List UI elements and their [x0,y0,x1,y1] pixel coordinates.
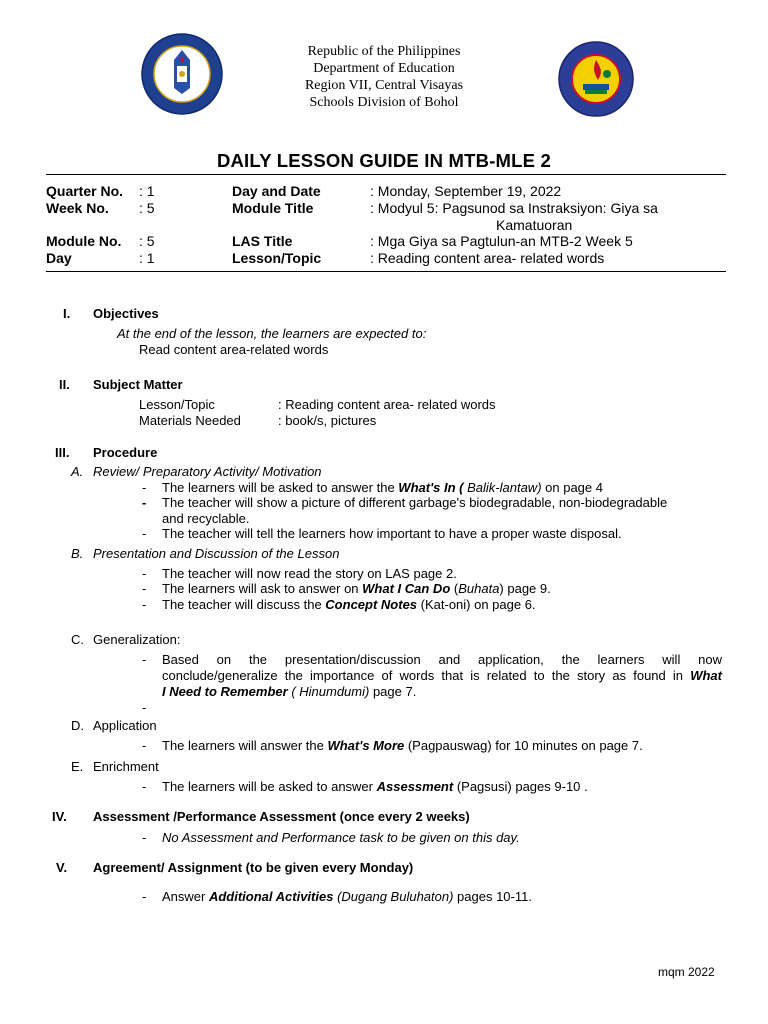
subject-topic-value: : Reading content area- related words [278,397,496,412]
section-4-title: Assessment /Performance Assessment (once every 2 weeks) [93,809,470,824]
bullet-dash: - [142,830,147,845]
objectives-intro: At the end of the lesson, the learners are expected to: [117,326,427,341]
header-line-4: Schools Division of Bohol [309,95,459,110]
objectives-item: Read content area-related words [139,342,329,357]
procedure-b-item-2: The learners will ask to answer on What I Can Do (Buhata) page 9. [162,581,551,596]
procedure-d-title: Application [93,718,157,733]
bullet-dash: - [142,566,147,581]
generalization-line-1: Based on the presentation/discussion and application, the learners will now [162,652,722,667]
assignment-item: Answer Additional Activities (Dugang Buluhaton) pages 10-11. [162,889,532,904]
procedure-a-item-1: The learners will be asked to answer the What's In ( Balik-lantaw) on page 4 [162,480,603,495]
bullet-dash: - [142,700,147,715]
generalization-line-3: I Need to Remember ( Hinumdumi) page 7. [162,684,417,699]
bullet-dash: - [142,738,147,753]
day-label: Day [46,250,72,266]
procedure-a-item-2-cont: and recyclable. [162,511,250,526]
procedure-b-item-1: The teacher will now read the story on LAS page 2. [162,566,457,581]
footer-mark: mqm 2022 [658,965,715,979]
section-1-title: Objectives [93,306,159,321]
bullet-dash: - [142,495,147,510]
module-title-value-cont: Kamatuoran [496,217,573,233]
meta-rule [46,271,726,272]
procedure-e-item-1: The learners will be asked to answer Assessment (Pagsusi) pages 9-10 . [162,779,588,794]
assessment-item: No Assessment and Performance task to be given on this day. [162,830,520,845]
bullet-dash: - [142,526,147,541]
procedure-b-letter: B. [71,546,84,561]
procedure-a-title: Review/ Preparatory Activity/ Motivation [93,464,322,479]
week-label: Week No. [46,200,109,216]
subject-materials-label: Materials Needed [139,413,241,428]
procedure-a-item-3: The teacher will tell the learners how important to have a proper waste disposal. [162,526,622,541]
bullet-dash: - [142,480,147,495]
quarter-label: Quarter No. [46,183,124,199]
bullet-dash: - [142,652,147,667]
document-title: DAILY LESSON GUIDE IN MTB-MLE 2 [216,150,552,171]
bullet-dash: - [142,779,147,794]
section-4-number: IV. [52,809,67,824]
section-1-number: I. [63,306,71,321]
quarter-value: : 1 [139,183,155,199]
date-value: : Monday, September 19, 2022 [370,183,562,199]
module-value: : 5 [139,233,155,249]
week-value: : 5 [139,200,155,216]
procedure-d-letter: D. [71,718,84,733]
las-label: LAS Title [232,233,293,249]
procedure-b-item-3: The teacher will discuss the Concept Notes (Kat-oni) on page 6. [162,597,536,612]
section-3-number: III. [55,445,70,460]
generalization-line-2: conclude/generalize the importance of words that is related to the story as found in What [162,668,722,683]
procedure-a-letter: A. [71,464,84,479]
section-5-title: Agreement/ Assignment (to be given every Monday) [93,860,414,875]
section-3-title: Procedure [93,445,158,460]
section-2-number: II. [59,377,70,392]
procedure-e-title: Enrichment [93,759,159,774]
title-rule [46,174,726,175]
procedure-e-letter: E. [71,759,84,774]
date-label: Day and Date [232,183,321,199]
section-5-number: V. [56,860,68,875]
procedure-d-item-1: The learners will answer the What's More (Pagpauswag) for 10 minutes on page 7. [162,738,643,753]
topic-label: Lesson/Topic [232,250,322,266]
subject-topic-label: Lesson/Topic [139,397,215,412]
day-value: : 1 [139,250,155,266]
header-line-1: Republic of the Philippines [307,44,461,59]
header-line-3: Region VII, Central Visayas [304,78,464,93]
procedure-c-letter: C. [71,632,84,647]
las-value: : Mga Giya sa Pagtulun-an MTB-2 Week 5 [370,233,633,249]
section-2-title: Subject Matter [93,377,183,392]
bullet-dash: - [142,597,147,612]
module-title-value: : Modyul 5: Pagsunod sa Instraksiyon: Giya sa [370,200,658,216]
bullet-dash: - [142,889,147,904]
header-line-2: Department of Education [313,61,455,76]
procedure-b-title: Presentation and Discussion of the Lesson [93,546,340,561]
bullet-dash: - [142,581,147,596]
procedure-c-title: Generalization: [93,632,181,647]
module-label: Module No. [46,233,122,249]
subject-materials-value: : book/s, pictures [278,413,377,428]
module-title-label: Module Title [232,200,314,216]
procedure-a-item-2: The teacher will show a picture of different garbage's biodegradable, non-biodegradable [162,495,668,510]
topic-value: : Reading content area- related words [370,250,605,266]
